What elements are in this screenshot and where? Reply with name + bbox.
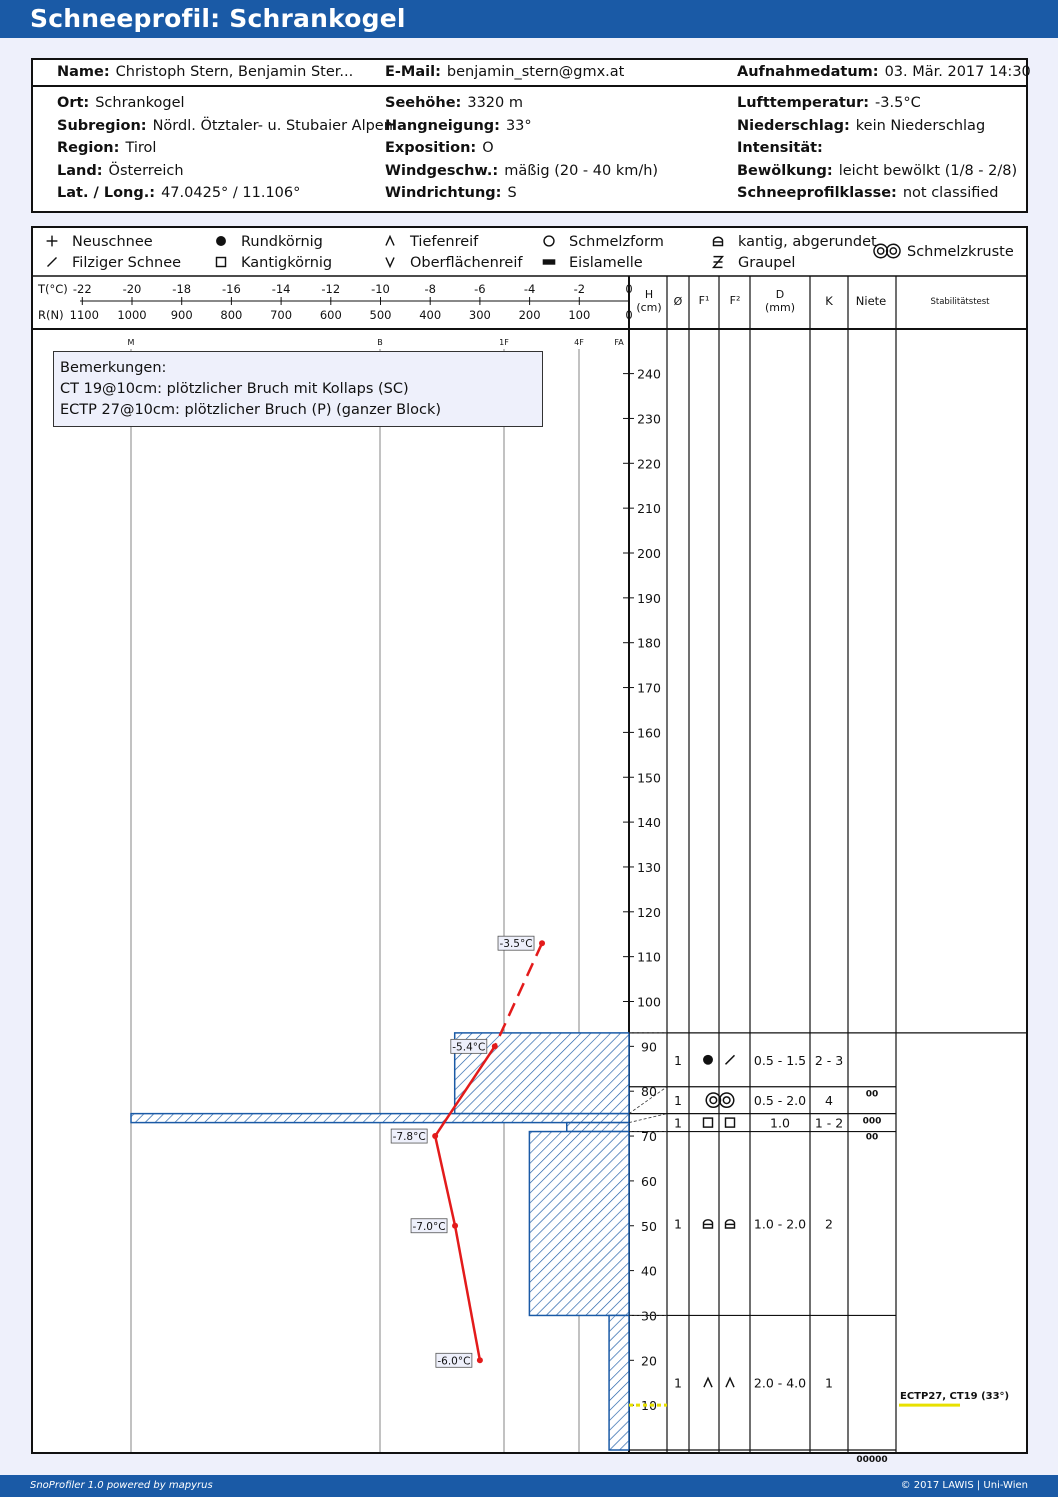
height-tick-label: 170 (637, 680, 661, 696)
dia-header: Ø (673, 295, 683, 308)
date-field: Aufnahmedatum: 03. Mär. 2017 14:30 (737, 64, 1031, 80)
legend-label-4: Tiefenreif (410, 234, 479, 250)
footer-right: © 2017 LAWIS | Uni-Wien (900, 1480, 1028, 1491)
height-tick-label: 160 (637, 725, 661, 741)
temp-tick-label: -20 (122, 282, 142, 296)
info-col1-0: Ort: Schrankogel (57, 95, 185, 111)
stability-label: ECTP27, CT19 (33°) (900, 1391, 1010, 1403)
temp-tick-label: -14 (271, 282, 291, 296)
hardness-label: 1F (499, 338, 509, 347)
remarks-line: CT 19@10cm: plötzlicher Bruch mit Kollaps (SC) (60, 381, 409, 397)
hardness-block-4 (609, 1315, 629, 1450)
f2-header: F² (729, 294, 741, 307)
ram-tick-label: 400 (419, 308, 442, 322)
temp-tick-label: -2 (573, 282, 586, 296)
height-tick-label: 180 (637, 635, 661, 651)
info-col2-2: Exposition: O (385, 140, 494, 156)
h-header: H (644, 288, 654, 301)
stab-header: Stabilitätstest (930, 297, 990, 307)
connector-line (629, 1114, 667, 1123)
hardness-block-1 (131, 1114, 629, 1123)
temp-point (452, 1223, 458, 1229)
name-field: Name: Christoph Stern, Benjamin Ster... (57, 64, 354, 80)
temp-segment (455, 1226, 480, 1361)
layer-d: 0.5 - 2.0 (753, 1093, 807, 1109)
info-col1-2: Region: Tirol (57, 140, 157, 156)
hardness-label: B (377, 338, 383, 347)
temp-label: -7.0°C (412, 1220, 446, 1233)
height-tick-label: 30 (641, 1308, 657, 1324)
info-col2-3: Windgeschw.: mäßig (20 - 40 km/h) (385, 162, 659, 179)
f1-header: F¹ (698, 294, 710, 307)
layer-k: 2 - 3 (814, 1052, 844, 1068)
height-tick-label: 80 (641, 1084, 657, 1100)
height-tick-label: 150 (637, 770, 661, 786)
ram-tick-label: 300 (468, 308, 491, 322)
hardness-label: FA (614, 338, 624, 347)
vee-icon (386, 258, 394, 267)
height-tick-label: 10 (641, 1398, 657, 1414)
height-tick-label: 90 (641, 1039, 657, 1055)
ram-tick-label: 200 (518, 308, 541, 322)
caret-icon (726, 1378, 734, 1387)
height-tick-label: 70 (641, 1129, 657, 1145)
info-col2-1: Hangneigung: 33° (385, 117, 532, 134)
melt-crust-icon (706, 1093, 734, 1107)
height-tick-label: 100 (637, 994, 661, 1010)
ram-tick-label: 100 (568, 308, 591, 322)
temp-point (477, 1357, 483, 1363)
caret-icon (704, 1378, 712, 1387)
ram-tick-label: 800 (220, 308, 243, 322)
caret-icon (386, 237, 394, 246)
ram-tick-label: 700 (270, 308, 293, 322)
plus-icon (47, 236, 58, 247)
height-tick-label: 50 (641, 1218, 657, 1234)
temp-point (539, 940, 545, 946)
height-tick-label: 140 (637, 815, 661, 831)
faceted-round-icon (726, 1220, 735, 1228)
info-col3-1: Niederschlag: kein Niederschlag (737, 117, 986, 134)
layer-niete: 000 (862, 1116, 882, 1127)
temp-segment (495, 943, 542, 1046)
temp-axis-label: T(°C) (38, 282, 68, 296)
graupel-icon (714, 257, 723, 268)
legend-label-10: Schmelzkruste (907, 244, 1014, 260)
temp-tick-label: -8 (424, 282, 436, 296)
ram-tick-label: 1100 (69, 308, 99, 322)
hardness-label: 4F (574, 338, 584, 347)
height-tick-label: 190 (637, 590, 661, 606)
legend-label-6: Schmelzform (569, 234, 664, 250)
info-col3-0: Lufttemperatur: -3.5°C (737, 95, 921, 111)
dot-icon (216, 236, 226, 246)
slash-icon (726, 1055, 735, 1064)
legend-label-7: Eislamelle (569, 255, 643, 271)
layer-k: 1 (825, 1375, 833, 1391)
layer-niete: 00 (865, 1132, 879, 1143)
layer-dia: 1 (674, 1052, 682, 1068)
melt-crust-icon (874, 244, 900, 258)
temp-tick-label: 0 (625, 282, 633, 296)
email-field: E-Mail: benjamin_stern@gmx.at (385, 64, 625, 80)
d-unit: (mm) (764, 301, 796, 314)
temp-label: -7.8°C (392, 1131, 426, 1144)
temp-tick-label: -12 (321, 282, 341, 296)
square-icon (704, 1118, 713, 1127)
legend-label-9: Graupel (738, 255, 796, 271)
height-tick-label: 220 (637, 456, 661, 472)
remarks-line: ECTP 27@10cm: plötzlicher Bruch (P) (ganzer Block) (60, 402, 442, 418)
legend-label-0: Neuschnee (72, 234, 153, 250)
temp-tick-label: -16 (222, 282, 241, 296)
temp-tick-label: -22 (72, 282, 92, 296)
temp-tick-label: -4 (523, 282, 536, 296)
height-tick-label: 130 (637, 859, 661, 875)
layer-d: 2.0 - 4.0 (753, 1375, 807, 1391)
hardness-block-2 (567, 1123, 629, 1132)
info-col1-1: Subregion: Nördl. Ötztaler- u. Stubaier Alpen (57, 117, 393, 134)
circle-icon (544, 236, 554, 246)
temp-tick-label: -18 (172, 282, 192, 296)
temp-point (432, 1133, 438, 1139)
faceted-round-icon (704, 1220, 713, 1228)
temp-tick-label: -6 (474, 282, 486, 296)
layer-dia: 1 (674, 1115, 682, 1131)
legend-label-2: Rundkörnig (241, 234, 323, 250)
ram-axis-label: R(N) (38, 308, 64, 322)
layer-d: 1.0 (770, 1115, 790, 1131)
info-col2-4: Windrichtung: S (385, 185, 517, 201)
legend-label-1: Filziger Schnee (72, 255, 182, 271)
temp-tick-label: -10 (371, 282, 390, 296)
layer-dia: 1 (674, 1093, 682, 1109)
dot-icon (703, 1055, 713, 1065)
temp-label: -3.5°C (499, 938, 533, 951)
layer-d: 0.5 - 1.5 (753, 1052, 807, 1068)
info-col1-3: Land: Österreich (57, 162, 184, 179)
layer-niete: 00000 (856, 1455, 888, 1465)
square-icon (726, 1118, 735, 1127)
height-tick-label: 230 (637, 411, 661, 427)
layer-dia: 1 (674, 1375, 682, 1391)
h-unit: (cm) (636, 301, 662, 314)
layer-niete: 00 (865, 1089, 879, 1100)
height-tick-label: 200 (637, 546, 661, 561)
ram-tick-label: 1000 (117, 308, 147, 322)
ram-tick-label: 0 (625, 308, 633, 322)
height-tick-label: 20 (641, 1353, 657, 1369)
footer-bar (0, 1475, 1058, 1497)
page-title: Schneeprofil: Schrankogel (30, 4, 406, 33)
remarks-box (53, 351, 543, 427)
info-col3-3: Bewölkung: leicht bewölkt (1/8 - 2/8) (737, 162, 1018, 179)
temp-point (492, 1043, 498, 1049)
faceted-round-icon (714, 237, 723, 245)
height-tick-label: 120 (637, 904, 661, 920)
legend-label-5: Oberflächenreif (410, 255, 523, 271)
ram-tick-label: 500 (369, 308, 392, 322)
square-icon (217, 258, 226, 267)
temp-label: -5.4°C (452, 1041, 486, 1054)
height-tick-label: 40 (641, 1263, 657, 1279)
info-col3-2: Intensität: (737, 140, 823, 156)
height-tick-label: 110 (637, 949, 661, 965)
footer-left: SnoProfiler 1.0 powered by mapyrus (30, 1480, 213, 1491)
hardness-block-3 (529, 1132, 629, 1316)
temp-segment (435, 1136, 455, 1226)
height-tick-label: 60 (641, 1173, 657, 1189)
k-header: K (825, 294, 833, 308)
hardness-label: M (127, 338, 135, 347)
d-header: D (775, 288, 785, 301)
slash-icon (48, 258, 57, 267)
info-col2-0: Seehöhe: 3320 m (385, 95, 523, 111)
layer-dia: 1 (674, 1216, 682, 1232)
legend-label-8: kantig, abgerundet (738, 234, 877, 250)
layer-k: 2 (825, 1216, 833, 1232)
height-tick-label: 210 (637, 501, 661, 517)
legend-label-3: Kantigkörnig (241, 255, 333, 271)
info-col3-4: Schneeprofilklasse: not classified (737, 185, 999, 201)
ram-tick-label: 900 (170, 308, 193, 322)
info-col1-4: Lat. / Long.: 47.0425° / 11.106° (57, 185, 301, 201)
layer-d: 1.0 - 2.0 (753, 1216, 807, 1232)
layer-k: 4 (825, 1093, 833, 1109)
bar-icon (543, 259, 556, 264)
niete-header: Niete (855, 294, 887, 308)
ram-tick-label: 600 (319, 308, 342, 322)
temp-label: -6.0°C (437, 1355, 471, 1368)
layer-k: 1 - 2 (814, 1115, 844, 1131)
height-tick-label: 240 (637, 366, 661, 382)
remarks-title: Bemerkungen: (60, 360, 167, 376)
